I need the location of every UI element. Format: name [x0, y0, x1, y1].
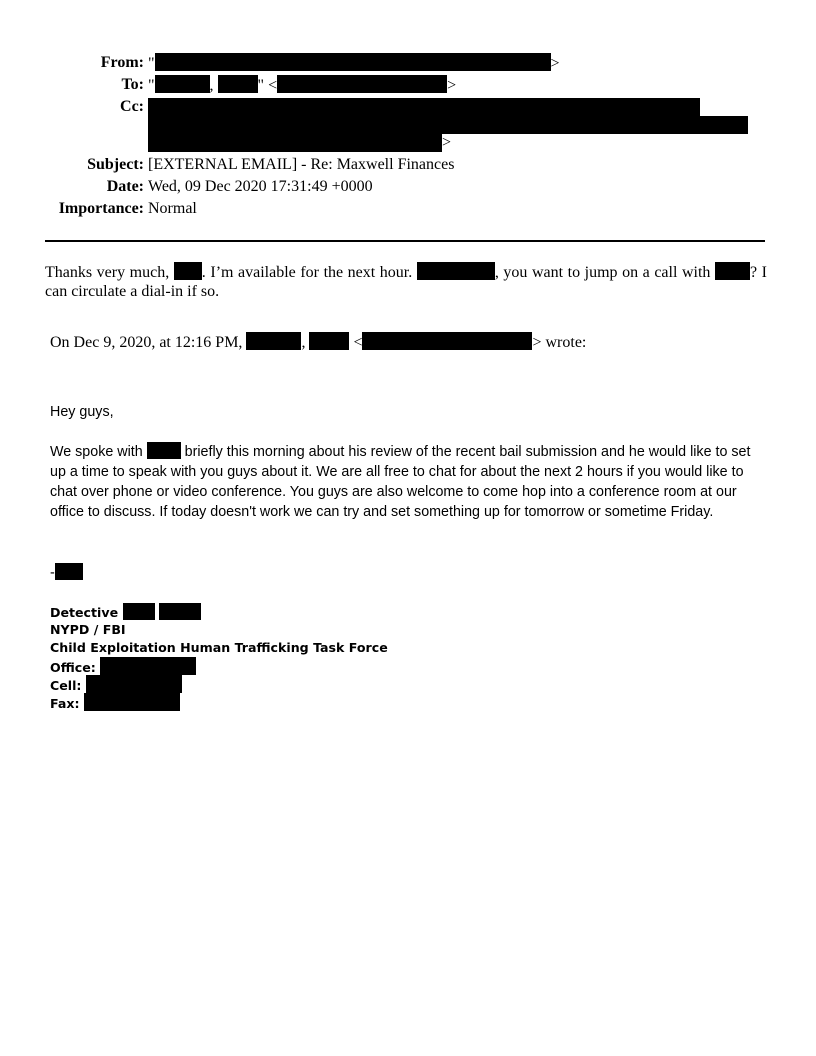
importance-value: Normal	[148, 200, 197, 217]
quoted-intro-text: > wrote:	[532, 334, 587, 351]
quoted-body-text: briefly this morning about his review of the recent bail submission and he would like to set up a time to speak with you guys about it. We are all free to chat for about the next 2 hours if you would like to chat over phone or video conference. You guys are also welcome to come hop into a conference room at our office to discuss. If today doesn't work we can try and set something up for tomorrow or sometime Friday.	[50, 444, 751, 520]
to-close: >	[447, 77, 457, 94]
quoted-signoff	[50, 563, 83, 583]
redaction-box	[362, 332, 532, 350]
redaction-box	[148, 116, 748, 134]
to-quote: "	[148, 77, 155, 94]
quoted-intro-text: On Dec 9, 2020, at 12:16 PM,	[50, 334, 247, 351]
quoted-body-text: We spoke with	[50, 444, 147, 460]
signature-cell-row	[50, 675, 388, 693]
office-label: Office:	[50, 660, 96, 675]
redaction-box	[246, 332, 301, 350]
reply-line-1	[45, 262, 767, 282]
to-label: To:	[121, 76, 144, 93]
redaction-box	[174, 262, 202, 280]
signature-office-row	[50, 657, 388, 675]
quoted-intro-text: ,	[301, 334, 310, 351]
quoted-greeting: Hey guys,	[50, 404, 114, 420]
from-row	[0, 53, 816, 73]
from-label: From:	[100, 54, 144, 71]
from-quote: "	[148, 55, 155, 72]
redaction-box	[417, 262, 495, 280]
fax-label: Fax:	[50, 696, 80, 711]
redaction-box	[218, 75, 258, 93]
redaction-box	[100, 657, 196, 675]
cc-label: Cc:	[120, 98, 144, 115]
signature-title-row	[50, 603, 388, 621]
redaction-box	[123, 603, 155, 620]
reply-text: . I’m available for the next hour.	[201, 264, 417, 281]
signature-title: Detective	[50, 605, 119, 620]
redaction-box	[147, 442, 181, 459]
signature-org: NYPD / FBI	[50, 622, 126, 637]
quoted-intro-text: <	[349, 334, 363, 351]
reply-text: Thanks very much,	[45, 264, 174, 281]
date-label: Date:	[106, 178, 144, 195]
signoff-dash: -	[50, 565, 55, 581]
redaction-box	[155, 75, 210, 93]
redaction-box	[148, 134, 442, 152]
redaction-box	[86, 675, 182, 693]
subject-value: [EXTERNAL EMAIL] - Re: Maxwell Finances	[148, 156, 455, 173]
to-comma: ,	[209, 77, 214, 94]
header-divider	[45, 240, 765, 242]
reply-text: ? I	[750, 264, 768, 281]
redaction-box	[277, 75, 447, 93]
signature-fax-row	[50, 693, 388, 711]
to-mid: " <	[257, 77, 278, 94]
importance-row	[0, 199, 816, 219]
quoted-body	[50, 442, 770, 522]
redaction-box	[155, 53, 551, 71]
reply-line-2: can circulate a dial-in if so.	[45, 283, 220, 300]
redaction-box	[309, 332, 349, 350]
cell-label: Cell:	[50, 678, 82, 693]
from-value	[148, 53, 560, 74]
date-value: Wed, 09 Dec 2020 17:31:49 +0000	[148, 178, 373, 195]
date-row	[0, 177, 816, 197]
to-row	[0, 75, 816, 95]
redaction-box	[84, 693, 180, 711]
signature-block	[50, 603, 388, 711]
redaction-box	[715, 262, 750, 280]
redaction-box	[55, 563, 83, 580]
redaction-box	[148, 98, 700, 116]
cc-line3	[148, 134, 451, 152]
to-value	[148, 75, 456, 96]
importance-label: Importance:	[58, 200, 144, 217]
from-close: >	[550, 55, 560, 72]
signature-unit: Child Exploitation Human Trafficking Task Force	[50, 640, 388, 655]
reply-text: , you want to jump on a call with	[494, 264, 716, 281]
subject-row	[0, 155, 816, 175]
subject-label: Subject:	[87, 156, 144, 173]
quoted-intro	[50, 332, 586, 353]
cc-close: >	[442, 134, 452, 151]
redaction-box	[159, 603, 201, 620]
reply-message	[45, 262, 767, 301]
